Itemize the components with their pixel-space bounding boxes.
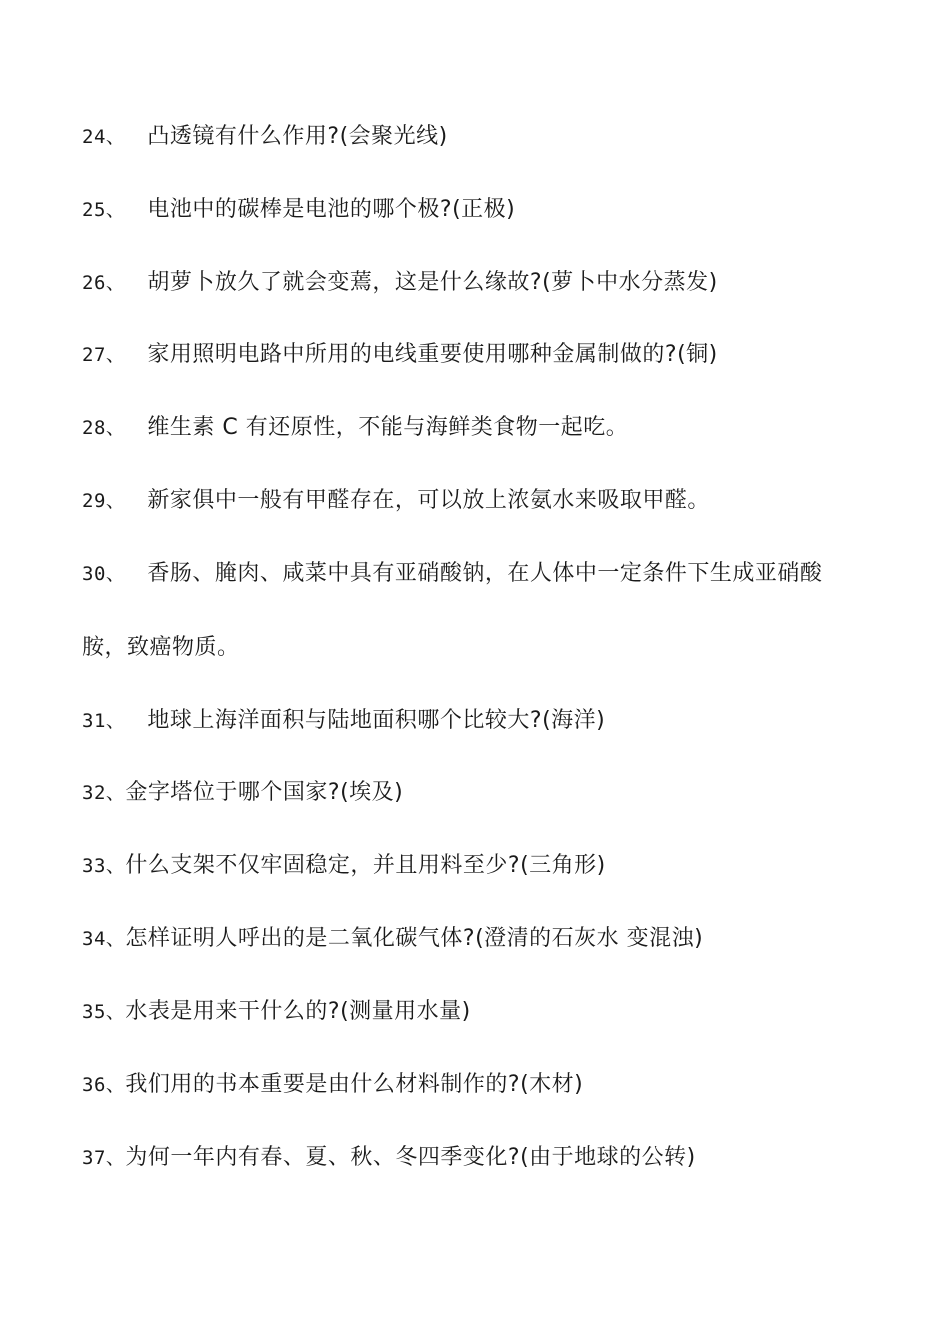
item-number: 37、	[82, 1147, 126, 1169]
list-item-34	[82, 924, 703, 954]
item-text: 水表是用来干什么的?(测量用水量)	[125, 999, 471, 1024]
item-text: 家用照明电路中所用的电线重要使用哪种金属制做的?(铜)	[147, 342, 718, 367]
item-text: 香肠、腌肉、咸菜中具有亚硝酸钠，在人体中一定条件下生成亚硝酸	[147, 561, 823, 586]
item-text: 为何一年内有春、夏、秋、冬四季变化?(由于地球的公转)	[125, 1145, 696, 1170]
item-number: 34、	[82, 928, 126, 950]
item-text: 什么支架不仅牢固稳定，并且用料至少?(三角形)	[125, 853, 606, 878]
item-number: 25、	[82, 199, 126, 221]
list-item-29	[82, 486, 710, 516]
item-number: 36、	[82, 1074, 126, 1096]
list-item-32	[82, 778, 403, 808]
item-text: 我们用的书本重要是由什么材料制作的?(木材)	[125, 1072, 584, 1097]
item-number: 30、	[82, 563, 126, 585]
list-item-36	[82, 1070, 583, 1100]
item-text: 凸透镜有什么作用?(会聚光线)	[147, 124, 448, 149]
item-text: 胺，致癌物质。	[82, 635, 240, 660]
list-item-33	[82, 851, 606, 881]
item-number: 26、	[82, 272, 126, 294]
item-text: 新家俱中一般有甲醛存在，可以放上浓氨水来吸取甲醛。	[147, 488, 710, 513]
item-number: 33、	[82, 855, 126, 877]
item-text: 怎样证明人呼出的是二氧化碳气体?(澄清的石灰水 变混浊)	[125, 926, 704, 951]
item-number: 24、	[82, 126, 126, 148]
item-text: 电池中的碳棒是电池的哪个极?(正极)	[147, 197, 516, 222]
list-item-35	[82, 997, 471, 1027]
item-number: 28、	[82, 417, 126, 439]
list-item-37	[82, 1143, 696, 1173]
list-item-30-continuation	[82, 633, 240, 663]
item-text: 地球上海洋面积与陆地面积哪个比较大?(海洋)	[147, 708, 606, 733]
list-item-27	[82, 340, 718, 370]
item-number: 35、	[82, 1001, 126, 1023]
list-item-30	[82, 559, 822, 589]
item-text: 金字塔位于哪个国家?(埃及)	[125, 780, 404, 805]
item-text: 维生素 C 有还原性，不能与海鲜类食物一起吃。	[147, 415, 629, 440]
list-item-28	[82, 413, 628, 443]
list-item-24	[82, 122, 448, 152]
item-number: 27、	[82, 344, 126, 366]
list-item-25	[82, 195, 515, 225]
item-number: 31、	[82, 710, 126, 732]
list-item-26	[82, 268, 718, 298]
item-text: 胡萝卜放久了就会变蔫，这是什么缘故?(萝卜中水分蒸发)	[147, 270, 718, 295]
list-item-31	[82, 706, 605, 736]
item-number: 29、	[82, 490, 126, 512]
item-number: 32、	[82, 782, 126, 804]
